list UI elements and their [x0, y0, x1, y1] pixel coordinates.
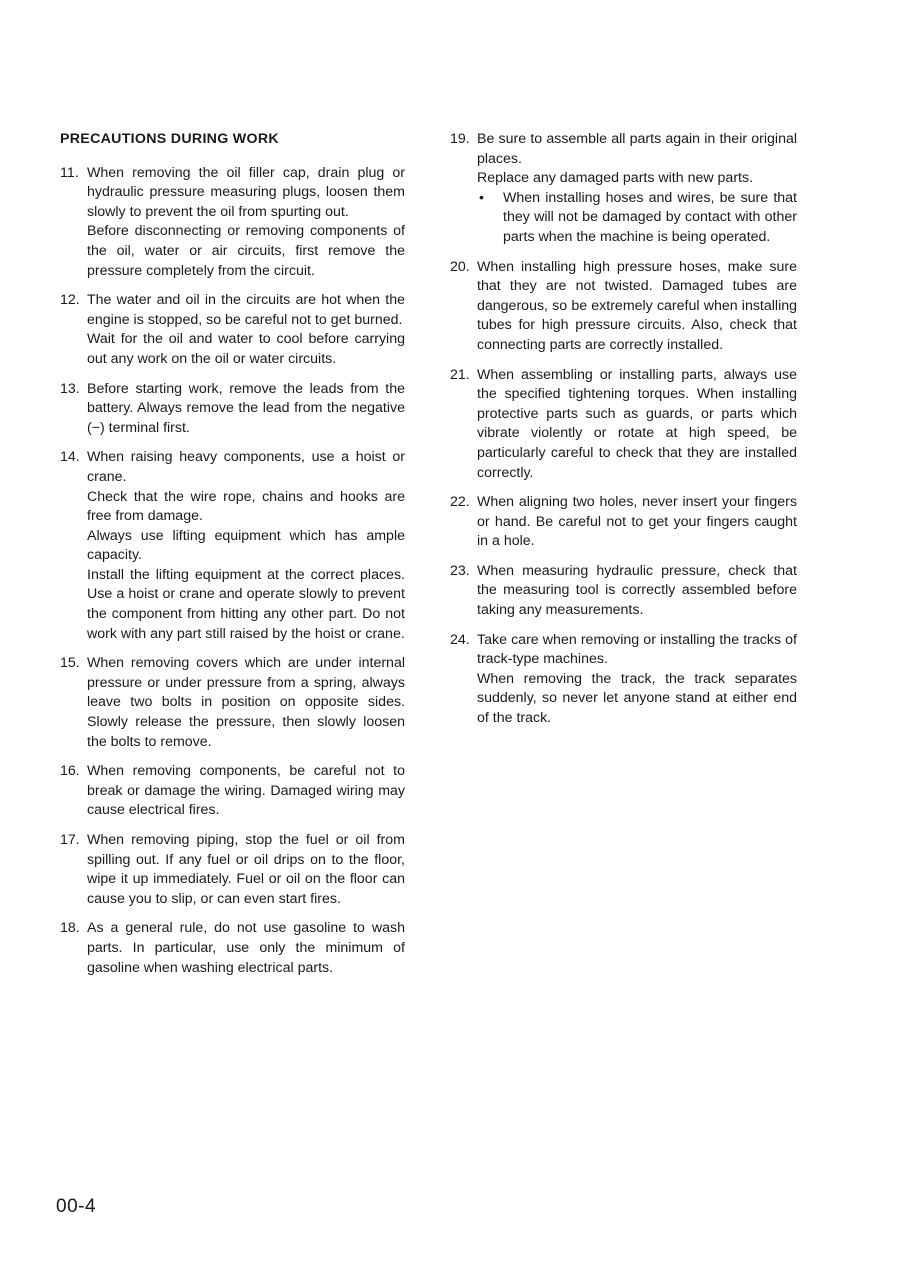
- left-column: [60, 130, 405, 988]
- item-paragraph: Before starting work, remove the leads from the battery. Always remove the lead from the negative (−) terminal first.: [87, 380, 405, 436]
- precaution-item: [60, 380, 405, 439]
- right-precaution-list: [450, 130, 797, 729]
- item-paragraph: Be sure to assemble all parts again in their original places.: [477, 131, 797, 167]
- item-paragraph: When removing piping, stop the fuel or oil from spilling out. If any fuel or oil drips on to the floor, wipe it up immediately. Fuel or oil on the floor can cause you to slip, or can even start fires.: [87, 832, 405, 907]
- item-paragraph: Replace any damaged parts with new parts.: [477, 170, 754, 187]
- page-number: 00-4: [56, 1196, 97, 1217]
- bullet-icon: •: [479, 189, 484, 206]
- item-number: 24.: [450, 631, 470, 648]
- item-number: 19.: [450, 131, 470, 147]
- item-paragraph: Wait for the oil and water to cool before carrying out any work on the oil or water circuits.: [87, 331, 405, 367]
- item-paragraph: When aligning two holes, never insert your fingers or hand. Be careful not to get your fingers caught in a hole.: [477, 494, 797, 550]
- item-paragraph: When measuring hydraulic pressure, check that the measuring tool is correctly assembled before taking any measurements.: [477, 562, 797, 619]
- precaution-item: [450, 258, 797, 356]
- item-number: 11.: [60, 164, 79, 181]
- precaution-item: [60, 164, 405, 282]
- item-paragraph: When removing covers which are under internal pressure or under pressure from a spring, always leave two bolts in position on opposite sides. Slowly release the pressure, then slowly loosen the bolts to remove.: [87, 655, 405, 750]
- item-paragraph: As a general rule, do not use gasoline to wash parts. In particular, use only the minimum of gasoline when washing electrical parts.: [87, 920, 405, 976]
- precaution-item: [450, 130, 797, 248]
- item-paragraph: When removing the oil filler cap, drain plug or hydraulic pressure measuring plugs, loosen them slowly to prevent the oil from spurting out.: [87, 164, 405, 220]
- right-column: [450, 130, 797, 739]
- bullet-point: [477, 189, 797, 248]
- item-number: 22.: [450, 494, 470, 511]
- precaution-item: [450, 366, 797, 484]
- precaution-item: [60, 919, 405, 978]
- precaution-item: [60, 448, 405, 644]
- bullet-text: When installing hoses and wires, be sure that they will not be damaged by contact with other parts when the machine is being operated.: [503, 189, 797, 245]
- item-number: 13.: [60, 380, 80, 397]
- item-number: 18.: [60, 920, 80, 937]
- precaution-item: [60, 291, 405, 369]
- precaution-item: [450, 631, 797, 729]
- item-paragraph: Before disconnecting or removing components of the oil, water or air circuits, first remove the pressure completely from the circuit.: [87, 223, 405, 279]
- item-paragraph: When raising heavy components, use a hoist or crane.: [87, 449, 405, 485]
- precaution-item: [60, 831, 405, 909]
- item-paragraph: Install the lifting equipment at the correct places. Use a hoist or crane and operate slowly to prevent the component from hitting any other part. Do not work with any part still raised by the hoist or crane.: [87, 566, 405, 642]
- item-paragraph: Take care when removing or installing the tracks of track-type machines.: [477, 631, 797, 668]
- item-number: 12.: [60, 292, 80, 309]
- item-number: 16.: [60, 763, 80, 780]
- precaution-item: [450, 493, 797, 552]
- item-paragraph: Check that the wire rope, chains and hooks are free from damage.: [87, 488, 405, 525]
- precaution-item: [60, 762, 405, 821]
- item-paragraph: When assembling or installing parts, always use the specified tightening torques. When installing protective parts such as guards, or parts which vibrate violently or rotate at high speed, be particularly careful to check that they are installed correctly.: [477, 366, 797, 481]
- item-paragraph: Always use lifting equipment which has ample capacity.: [87, 527, 405, 564]
- item-paragraph: When removing components, be careful not to break or damage the wiring. Damaged wiring may cause electrical fires.: [87, 763, 405, 819]
- item-number: 21.: [450, 366, 470, 383]
- item-paragraph: When removing the track, the track separates suddenly, so never let anyone stand at either end of the track.: [477, 670, 797, 727]
- left-precaution-list: [60, 164, 405, 979]
- item-number: 20.: [450, 258, 470, 275]
- item-number: 23.: [450, 562, 470, 579]
- section-heading: PRECAUTIONS DURING WORK: [60, 131, 279, 147]
- item-number: 14.: [60, 449, 80, 466]
- item-number: 17.: [60, 832, 80, 848]
- precaution-item: [450, 562, 797, 621]
- item-number: 15.: [60, 655, 80, 672]
- item-paragraph: The water and oil in the circuits are hot when the engine is stopped, so be careful not to get burned.: [87, 292, 405, 328]
- item-paragraph: When installing high pressure hoses, make sure that they are not twisted. Damaged tubes are dangerous, so be extremely careful when installing tubes for high pressure circuits. Also, check that connecting parts are correctly installed.: [477, 258, 797, 353]
- precaution-item: [60, 654, 405, 752]
